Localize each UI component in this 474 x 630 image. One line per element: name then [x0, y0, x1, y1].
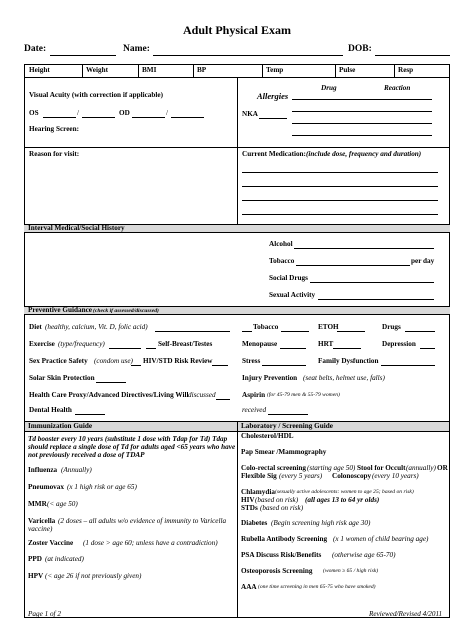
medication-line-4[interactable]: [242, 214, 438, 215]
flex-note: (every 5 years): [279, 472, 323, 480]
colonoscopy-note: (every 10 years): [372, 472, 419, 480]
health-care-poa-label: Health Care Proxy/Advanced Directives/Living Will: [29, 391, 189, 399]
medication-line-2[interactable]: [242, 186, 438, 187]
colo-note: (starting age 50): [307, 464, 356, 472]
influenza-note: (Annually): [61, 466, 92, 474]
flex-label: Flexible Sig: [241, 472, 277, 480]
hiv-ages: (all ages 13 to 64 yr olds): [305, 496, 380, 504]
rubella-label: Rubella Antibody Screening: [241, 535, 328, 543]
od-field-1[interactable]: [132, 117, 165, 118]
social-drugs-label: Social Drugs: [269, 274, 308, 282]
medication-label: Current Medication:: [242, 150, 306, 158]
alcohol-label: Alcohol: [269, 240, 293, 248]
menopause-field[interactable]: [280, 348, 306, 349]
hiv-std-label: HIV/STD Risk Review: [143, 357, 213, 365]
sex-practice-label: Sex Practice Safety: [29, 357, 88, 365]
stool-note: (annually): [406, 464, 436, 472]
ppd-note: (at indicated): [45, 555, 84, 563]
sexual-activity-field[interactable]: [318, 299, 434, 300]
vital-bmi: BMI: [142, 66, 157, 74]
reaction-label: Reaction: [384, 84, 411, 92]
etoh-field[interactable]: [337, 331, 365, 332]
hiv-note: (based on risk): [255, 496, 299, 504]
page-title: Adult Physical Exam: [182, 23, 291, 37]
colo-label: Colo-rectal screening: [241, 464, 307, 472]
reason-label: Reason for visit:: [29, 150, 80, 158]
name-field[interactable]: [153, 55, 343, 56]
nka-label: NKA: [242, 110, 258, 118]
aaa-label: AAA: [241, 583, 257, 591]
allergy-line-4[interactable]: [292, 135, 432, 136]
prev-tobacco-label: Tobacco: [253, 323, 279, 331]
depression-label: Depression: [382, 340, 416, 348]
osteo-label: Osteoporosis Screening: [241, 567, 313, 575]
vital-weight: Weight: [86, 66, 108, 74]
discussed-label: discussed: [188, 391, 216, 399]
name-label: Name:: [123, 44, 150, 54]
hpv-label: HPV: [28, 572, 44, 580]
injury-note: (seat belts, helmet use, falls): [303, 374, 385, 382]
preventive-header-note: (check if assessed/discussed): [93, 307, 159, 314]
influenza-label: Influenza: [28, 466, 58, 474]
chlamydia-note: (sexually active adolescents: women to age 25; based on risk): [275, 489, 414, 495]
rubella-note: (x 1 women of child bearing age): [333, 535, 429, 543]
os-field-2[interactable]: [82, 117, 115, 118]
immunization-header: Immunization Guide: [28, 422, 93, 430]
stds-note: (based on risk): [260, 504, 304, 512]
mmr-label: MMR: [28, 500, 47, 508]
stress-label: Stress: [242, 357, 261, 365]
aspirin-note: (for 45-79 men & 55-79 women): [267, 392, 340, 398]
self-breast-label: Self-Breast/Testes: [158, 340, 213, 348]
hrt-field[interactable]: [333, 348, 361, 349]
zoster-label: Zoster Vaccine: [28, 539, 74, 547]
varicella-note-1: (2 doses – all adults w/o evidence of immunity to Varicella: [58, 517, 227, 525]
medication-line-1[interactable]: [242, 172, 438, 173]
ppd-label: PPD: [28, 555, 42, 563]
revised-date: Reviewed/Revised 4/2011: [369, 610, 443, 618]
varicella-label: Varicella: [28, 517, 56, 525]
os-field-1[interactable]: [43, 117, 76, 118]
pneumovax-label: Pneumovax: [28, 483, 64, 491]
history-header: Interval Medical/Social History: [28, 224, 125, 232]
stds-label: STDs: [241, 504, 258, 512]
hrt-label: HRT: [318, 340, 334, 348]
drugs-field[interactable]: [405, 331, 435, 332]
social-drugs-field[interactable]: [310, 282, 434, 283]
diabetes-label: Diabetes: [241, 519, 268, 527]
od-field-2[interactable]: [171, 117, 204, 118]
td-line-3: not previously received a dose of TDAP: [28, 451, 145, 459]
alcohol-field[interactable]: [294, 248, 434, 249]
varicella-note-2: vaccine): [28, 525, 53, 533]
prev-tobacco-field[interactable]: [281, 331, 309, 332]
exercise-field[interactable]: [109, 348, 141, 349]
tobacco-label: Tobacco: [269, 257, 295, 265]
or-label: OR: [437, 464, 448, 472]
received-field[interactable]: [268, 414, 308, 415]
diet-label: Diet: [29, 323, 42, 331]
sex-practice-note: (condom use): [94, 357, 133, 365]
menopause-label: Menopause: [242, 340, 278, 348]
allergy-line-1[interactable]: [292, 99, 432, 100]
sexual-activity-label: Sexual Activity: [269, 291, 316, 299]
zoster-note: (1 dose > age 60; unless have a contradiction): [83, 539, 218, 547]
vital-pulse: Pulse: [339, 66, 356, 74]
mmr-note: (< age 50): [47, 500, 78, 508]
family-dysfunction-field[interactable]: [381, 365, 435, 366]
injury-label: Injury Prevention: [242, 374, 298, 382]
dob-label: DOB:: [348, 44, 372, 54]
allergies-label: Allergies: [257, 91, 289, 101]
vital-resp: Resp: [398, 66, 414, 74]
drug-label: Drug: [321, 84, 337, 92]
medication-note: (include dose, frequency and duration): [306, 150, 422, 158]
aaa-note: (one time screening in men 65-75 who have smoked): [258, 584, 376, 590]
date-label: Date:: [24, 44, 47, 54]
medication-line-3[interactable]: [242, 200, 438, 201]
td-line-1: Td booster every 10 years (substitute 1 dose with Tdap for Td) Tdap: [28, 435, 228, 443]
diet-field[interactable]: [155, 331, 230, 332]
depression-field[interactable]: [420, 348, 435, 349]
exercise-note: (type/frequency): [58, 340, 105, 348]
os-label: OS: [29, 109, 39, 117]
sex-practice-check[interactable]: [131, 365, 141, 366]
page-number: Page 1 of 2: [28, 610, 61, 618]
vital-height: Height: [29, 66, 50, 74]
pap-label: Pap Smear /Mammography: [241, 448, 327, 456]
date-field[interactable]: [50, 55, 116, 56]
solar-check[interactable]: [96, 382, 126, 383]
exercise-label: Exercise: [29, 340, 55, 348]
per-day-label: per day: [411, 257, 435, 265]
lab-header: Laboratory / Screening Guide: [241, 422, 333, 430]
tobacco-check[interactable]: [242, 331, 252, 332]
dental-check[interactable]: [75, 414, 105, 415]
diabetes-note: (Begin screening high risk age 30): [271, 519, 371, 527]
psa-note: (otherwise age 65-70): [332, 551, 396, 559]
preventive-header: Preventive Guidance: [28, 306, 92, 314]
pneumovax-note: (x 1 high risk or age 65): [67, 483, 137, 491]
aspirin-label: Aspirin: [242, 391, 266, 399]
family-dysfunction-label: Family Dysfunction: [318, 357, 379, 365]
osteo-note: (women ≥ 65 / high risk): [323, 568, 379, 574]
vital-temp: Temp: [266, 66, 284, 74]
discussed-check[interactable]: [216, 399, 230, 400]
nka-field[interactable]: [259, 118, 287, 119]
allergy-line-2[interactable]: [292, 111, 432, 112]
td-line-2: should replace a single dose of Td for adults aged <65 years who have: [28, 443, 236, 451]
allergy-line-3[interactable]: [292, 123, 432, 124]
vital-bp: BP: [197, 66, 207, 74]
self-breast-check[interactable]: [146, 348, 156, 349]
dob-field[interactable]: [375, 55, 450, 56]
visual-acuity-label: Visual Acuity (with correction if applicable): [29, 91, 163, 99]
tobacco-field[interactable]: [296, 265, 410, 266]
hpv-note: (< age 26 if not previously given): [45, 572, 142, 580]
cholesterol-label: Cholesterol/HDL: [241, 432, 294, 440]
hiv-std-check[interactable]: [212, 365, 228, 366]
stool-label: Stool for Occult: [357, 464, 406, 472]
etoh-label: ETOH: [318, 323, 339, 331]
dental-label: Dental Health: [29, 406, 72, 414]
hiv-label: HIV: [241, 496, 255, 504]
diet-note: (healthy, calcium, Vit. D, folic acid): [45, 323, 148, 331]
drugs-label: Drugs: [382, 323, 401, 331]
psa-label: PSA Discuss Risk/Benefits: [241, 551, 322, 559]
od-label: OD: [119, 109, 130, 117]
stress-field[interactable]: [262, 365, 306, 366]
solar-label: Solar Skin Protection: [29, 374, 95, 382]
received-label: received: [242, 406, 267, 414]
chlamydia-label: Chlamydia: [241, 488, 275, 496]
colonoscopy-label: Colonoscopy: [332, 472, 372, 480]
hearing-label: Hearing Screen:: [29, 125, 79, 133]
